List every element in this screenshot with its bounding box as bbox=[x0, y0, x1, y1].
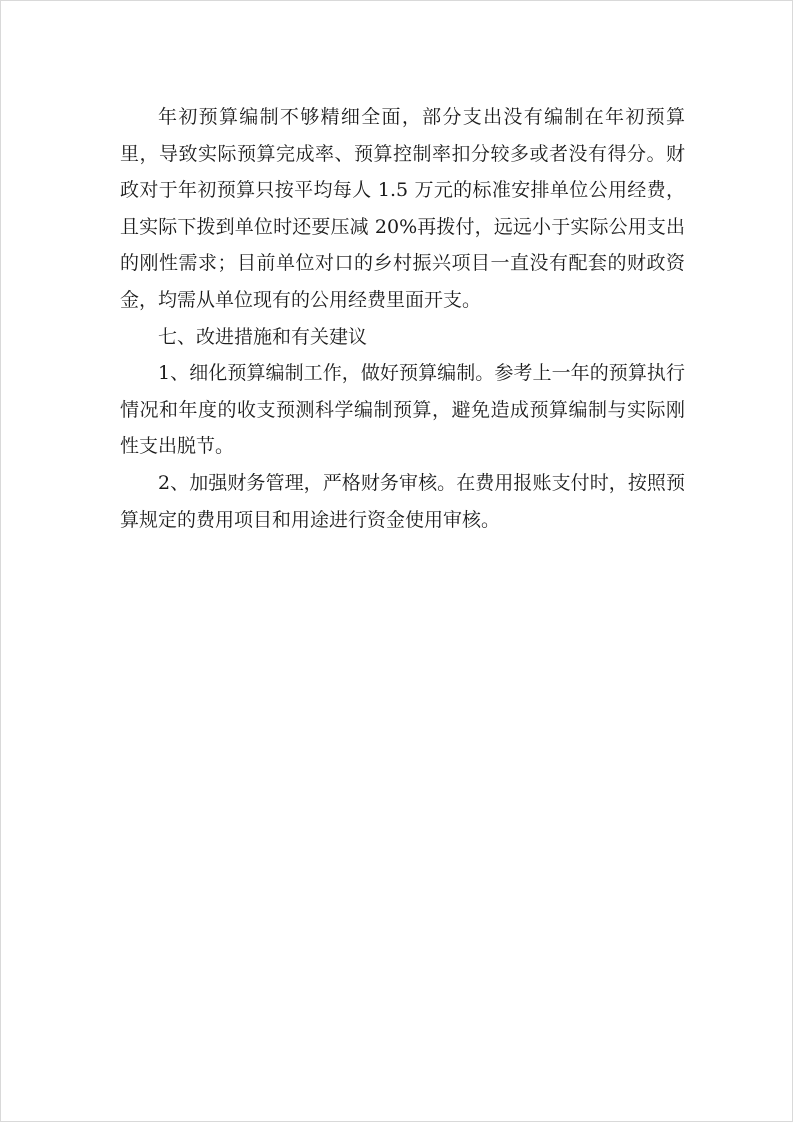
paragraph-refine-budget: 1、细化预算编制工作，做好预算编制。参考上一年的预算执行情况和年度的收支预测科学编制预算，避免造成预算编制与实际刚性支出脱节。 bbox=[120, 362, 685, 458]
paragraph-budget-issues: 年初预算编制不够精细全面，部分支出没有编制在年初预算里，导致实际预算完成率、预算控制率扣分较多或者没有得分。财政对于年初预算只按平均每人 1.5 万元的标准安排单位公用经费，且实际下拨到单位时还要压减 20%再拨付，远远小于实际公用支出的刚性需求；目前单位对口的乡村振兴项目一直没有配套的财政资金，均需从单位现有的公用经费里面开支。 bbox=[120, 106, 685, 311]
section-heading-improvement-measures: 七、改进措施和有关建议 bbox=[158, 325, 368, 348]
document-body bbox=[120, 99, 685, 538]
paragraph-strengthen-finance: 2、加强财务管理，严格财务审核。在费用报账支付时，按照预算规定的费用项目和用途进行资金使用审核。 bbox=[120, 471, 685, 531]
